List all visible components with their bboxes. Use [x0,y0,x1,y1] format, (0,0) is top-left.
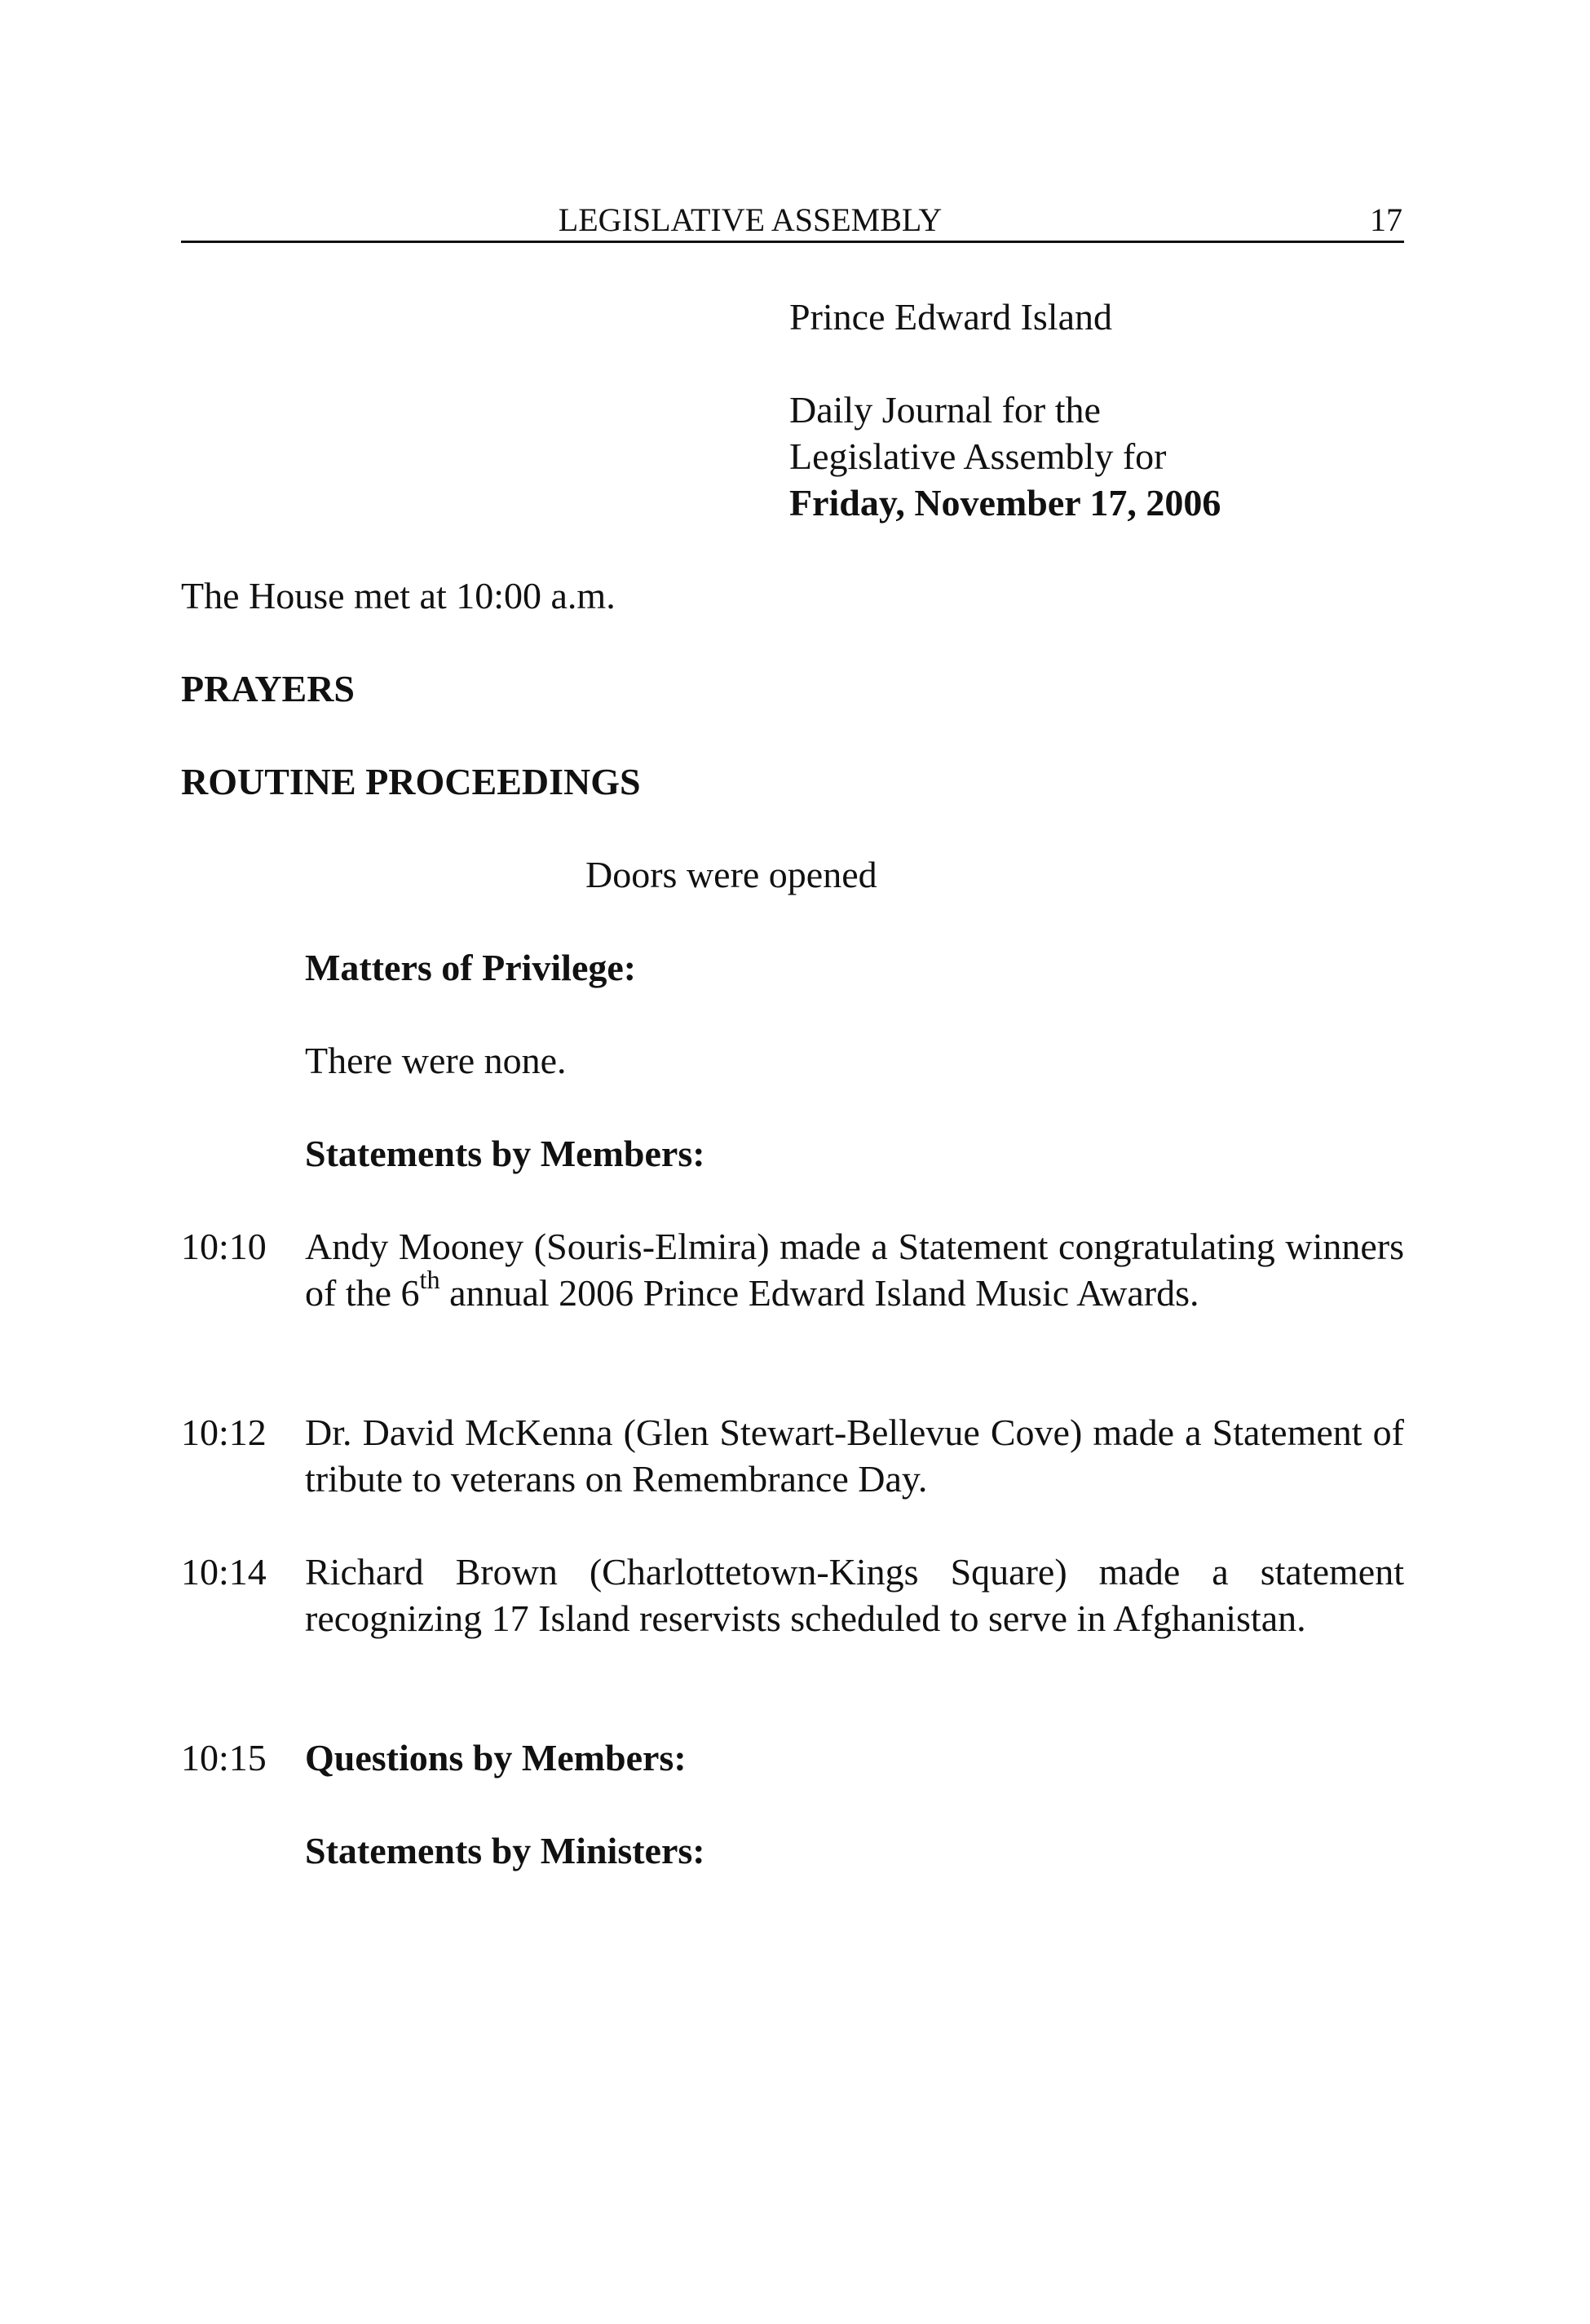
journal-title-line-1: Daily Journal for the [789,389,1101,431]
entry-time: 10:14 [181,1551,267,1593]
entry-time: 10:10 [181,1226,267,1267]
province-name: Prince Edward Island [789,296,1112,338]
questions-by-members-heading: Questions by Members: [305,1737,687,1778]
page-number: 17 [1370,201,1402,238]
entry-text: Andy Mooney (Souris-Elmira) made a Statement congratulating winners of the 6 [305,1226,1404,1314]
statements-by-members-heading: Statements by Members: [305,1133,705,1174]
statements-by-ministers-heading: Statements by Ministers: [305,1830,705,1871]
running-header-title: LEGISLATIVE ASSEMBLY [558,201,943,238]
journal-title-line-2: Legislative Assembly for [789,435,1167,477]
entry-time: 10:15 [181,1737,267,1778]
matters-of-privilege-text: There were none. [305,1040,567,1081]
header-rule [181,241,1404,243]
opening-statement: The House met at 10:00 a.m. [181,575,616,616]
doors-opened-note: Doors were opened [585,854,877,895]
prayers-heading: PRAYERS [181,668,356,709]
journal-date: Friday, November 17, 2006 [789,482,1221,524]
ordinal-suffix: th [419,1264,440,1294]
member-statement-entry [305,1223,1404,1316]
matters-of-privilege-heading: Matters of Privilege: [305,947,637,988]
member-statement-entry: Richard Brown (Charlottetown-Kings Square) made a statement recognizing 17 Island reservists scheduled to serve in Afghanistan. [305,1551,1404,1639]
routine-proceedings-heading: ROUTINE PROCEEDINGS [181,761,641,802]
entry-text-continued: annual 2006 Prince Edward Island Music Awards. [439,1272,1199,1314]
member-statement-entry: Dr. David McKenna (Glen Stewart-Bellevue Cove) made a Statement of tribute to veterans on Remembrance Day. [305,1412,1404,1500]
entry-time: 10:12 [181,1412,267,1453]
